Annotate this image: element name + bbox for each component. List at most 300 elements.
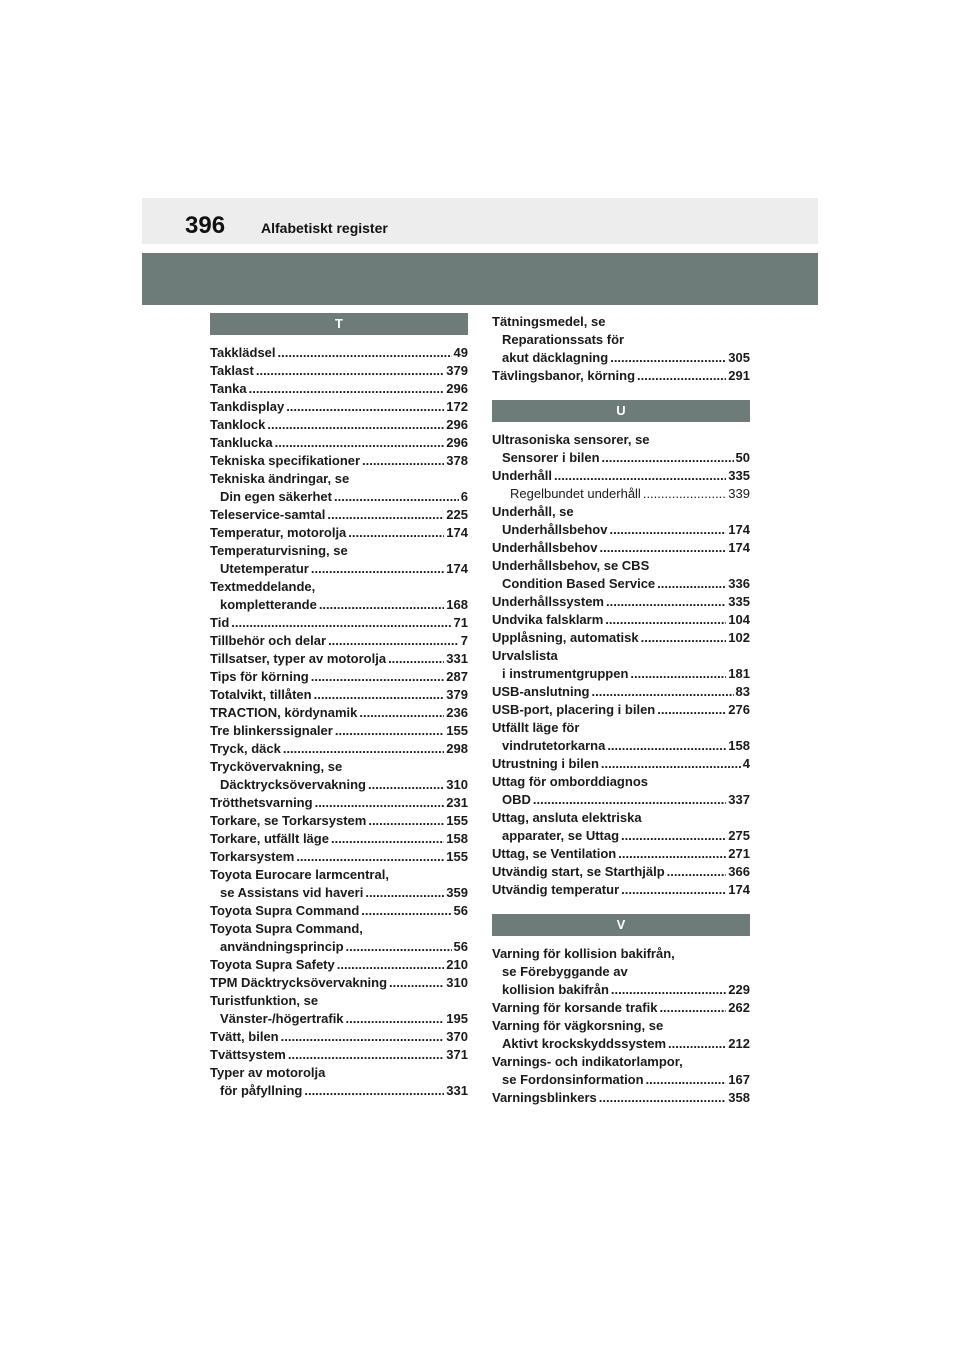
index-term: Varning för kollision bakifrån,: [492, 946, 675, 961]
index-line: [492, 1035, 750, 1053]
page-reference: 155: [446, 813, 468, 828]
letter-header-u: U: [492, 400, 750, 422]
page-reference: 296: [446, 381, 468, 396]
index-line: [210, 398, 468, 416]
leader-dots: [611, 981, 726, 999]
index-line: [210, 614, 468, 632]
page-reference: 359: [446, 885, 468, 900]
index-entry: [492, 313, 750, 367]
index-term: Sensorer i bilen: [502, 450, 600, 465]
index-term: Tillsatser, typer av motorolja: [210, 651, 387, 666]
index-line: [492, 791, 750, 809]
page-reference: 370: [446, 1029, 468, 1044]
index-line: [210, 974, 468, 992]
page-reference: 310: [446, 975, 468, 990]
index-entry: [210, 380, 468, 398]
leader-dots: [335, 722, 444, 740]
leader-dots: [533, 791, 726, 809]
index-entry: [210, 794, 468, 812]
index-term: Utrustning i bilen: [492, 756, 599, 771]
index-term: se Förebyggande av: [502, 964, 628, 979]
index-line: [210, 650, 468, 668]
page-reference: 336: [728, 576, 750, 591]
index-term: TPM Däcktrycksövervakning: [210, 975, 388, 990]
page-reference: 358: [728, 1090, 750, 1105]
index-term: Tekniska ändringar, se: [210, 471, 350, 486]
leader-dots: [331, 830, 444, 848]
page-reference: 7: [460, 633, 468, 648]
index-line: [210, 884, 468, 902]
leader-dots: [267, 416, 444, 434]
index-line: [492, 999, 750, 1017]
page-reference: 331: [446, 1083, 468, 1098]
page-reference: 174: [728, 882, 750, 897]
index-term: Toyota Supra Safety: [210, 957, 335, 972]
index-entry: [210, 506, 468, 524]
index-term: Utfällt läge för: [492, 720, 580, 735]
index-term: Uttag för omborddiagnos: [492, 774, 648, 789]
index-term: Tävlingsbanor, körning: [492, 368, 636, 383]
index-term: Turistfunktion, se: [210, 993, 319, 1008]
index-line: [210, 560, 468, 578]
leader-dots: [646, 1071, 727, 1089]
index-term: användningsprincip: [220, 939, 344, 954]
page-reference: 49: [453, 345, 468, 360]
leader-dots: [314, 686, 445, 704]
index-line: [492, 737, 750, 755]
index-entry: [492, 755, 750, 773]
index-term: Vänster-/högertrafik: [220, 1011, 344, 1026]
index-line: [210, 686, 468, 704]
index-entry: [492, 719, 750, 755]
index-entry: [210, 470, 468, 506]
index-line: [492, 665, 750, 683]
index-line: [210, 812, 468, 830]
page-reference: 291: [728, 368, 750, 383]
index-entry: [210, 524, 468, 542]
index-entry: [210, 1028, 468, 1046]
index-term: Däcktrycksövervakning: [220, 777, 366, 792]
page-reference: 6: [460, 489, 468, 504]
index-entry: [492, 1089, 750, 1107]
index-line: [210, 1046, 468, 1064]
index-entry: [210, 452, 468, 470]
index-line: [210, 416, 468, 434]
leader-dots: [601, 755, 741, 773]
leader-dots: [667, 863, 727, 881]
index-term: Taklast: [210, 363, 254, 378]
index-line: [210, 848, 468, 866]
leader-dots: [368, 776, 444, 794]
index-line: [210, 1010, 468, 1028]
left-column: [210, 313, 468, 1100]
leader-dots: [630, 665, 726, 683]
index-line: [210, 632, 468, 650]
index-term: Uttag, se Ventilation: [492, 846, 617, 861]
page-reference: 56: [453, 903, 468, 918]
page-reference: 337: [728, 792, 750, 807]
index-line: [492, 503, 750, 521]
index-term: Totalvikt, tillåten: [210, 687, 312, 702]
leader-dots: [389, 974, 444, 992]
index-entry: [210, 956, 468, 974]
index-line: [492, 629, 750, 647]
page-reference: 174: [446, 561, 468, 576]
index-line: [492, 827, 750, 845]
index-line: [492, 701, 750, 719]
index-line: [210, 704, 468, 722]
page-reference: 276: [728, 702, 750, 717]
index-line: [210, 794, 468, 812]
leader-dots: [249, 380, 445, 398]
index-line: [492, 809, 750, 827]
index-term: Varningsblinkers: [492, 1090, 597, 1105]
header-band: [142, 253, 818, 305]
index-term: Underhåll: [492, 468, 552, 483]
leader-dots: [348, 524, 444, 542]
index-entry: [210, 614, 468, 632]
index-term: Tanka: [210, 381, 247, 396]
index-line: [492, 1089, 750, 1107]
index-line: [492, 981, 750, 999]
index-entry: [210, 542, 468, 578]
index-entry: [210, 974, 468, 992]
page-reference: 271: [728, 846, 750, 861]
index-term: Ultrasoniska sensorer, se: [492, 432, 650, 447]
index-term: Tvättsystem: [210, 1047, 286, 1062]
index-entry: [492, 367, 750, 385]
page-reference: 212: [728, 1036, 750, 1051]
leader-dots: [286, 398, 444, 416]
index-term: Takklädsel: [210, 345, 276, 360]
leader-dots: [288, 1046, 444, 1064]
index-entry: [210, 758, 468, 794]
index-line: [210, 866, 468, 884]
index-line: [210, 956, 468, 974]
letter-header-t: T: [210, 313, 468, 335]
page-reference: 174: [728, 522, 750, 537]
leader-dots: [311, 668, 445, 686]
page-reference: 310: [446, 777, 468, 792]
index-entry: [492, 629, 750, 647]
index-term: Tillbehör och delar: [210, 633, 327, 648]
index-entry: [492, 845, 750, 863]
index-line: [210, 1028, 468, 1046]
page-reference: 298: [446, 741, 468, 756]
page-reference: 104: [728, 612, 750, 627]
leader-dots: [278, 344, 452, 362]
index-entry: [210, 686, 468, 704]
index-line: [492, 367, 750, 385]
index-line: [492, 719, 750, 737]
entries-t-continued: [492, 313, 750, 385]
index-entry: [492, 539, 750, 557]
page-reference: 174: [728, 540, 750, 555]
index-entry: [492, 593, 750, 611]
leader-dots: [637, 367, 726, 385]
index-term: Varnings- och indikatorlampor,: [492, 1054, 683, 1069]
leader-dots: [599, 1089, 727, 1107]
entries-u: [492, 431, 750, 899]
index-line: [492, 431, 750, 449]
index-line: [210, 452, 468, 470]
index-line: [210, 362, 468, 380]
index-entry: [210, 704, 468, 722]
index-term: vindrutetorkarna: [502, 738, 606, 753]
page-reference: 4: [742, 756, 750, 771]
leader-dots: [641, 629, 727, 647]
index-entry: [210, 1046, 468, 1064]
index-term: Tankdisplay: [210, 399, 285, 414]
index-term: Toyota Eurocare larmcentral,: [210, 867, 389, 882]
index-line: [210, 776, 468, 794]
page-reference: 172: [446, 399, 468, 414]
leader-dots: [281, 1028, 445, 1046]
index-entry: [210, 362, 468, 380]
leader-dots: [304, 1082, 444, 1100]
leader-dots: [605, 611, 726, 629]
index-term: Torkare, se Torkarsystem: [210, 813, 367, 828]
leader-dots: [361, 902, 451, 920]
index-entry: [210, 740, 468, 758]
index-term: Upplåsning, automatisk: [492, 630, 639, 645]
leader-dots: [359, 704, 444, 722]
index-term: Varning för korsande trafik: [492, 1000, 658, 1015]
page-reference: 229: [728, 982, 750, 997]
index-line: [210, 668, 468, 686]
index-term: Condition Based Service: [502, 576, 656, 591]
index-term: apparater, se Uttag: [502, 828, 620, 843]
index-entry: [492, 863, 750, 881]
page-reference: 287: [446, 669, 468, 684]
index-line: [210, 758, 468, 776]
index-term: kompletterande: [220, 597, 317, 612]
index-term: TRACTION, kördynamik: [210, 705, 358, 720]
page-reference: 236: [446, 705, 468, 720]
index-entry: [492, 431, 750, 467]
index-entry: [492, 503, 750, 539]
index-term: Uttag, ansluta elektriska: [492, 810, 642, 825]
index-entry: [210, 668, 468, 686]
page-reference: 231: [446, 795, 468, 810]
index-line: [492, 449, 750, 467]
leader-dots: [337, 956, 445, 974]
page-reference: 379: [446, 363, 468, 378]
index-entry: [210, 992, 468, 1028]
leader-dots: [346, 938, 452, 956]
index-term: OBD: [502, 792, 531, 807]
page-reference: 275: [728, 828, 750, 843]
page-reference: 168: [446, 597, 468, 612]
index-line: [492, 1017, 750, 1035]
index-entry: [492, 1053, 750, 1089]
index-entry: [210, 812, 468, 830]
leader-dots: [327, 506, 444, 524]
index-line: [492, 755, 750, 773]
leader-dots: [311, 560, 444, 578]
index-entry: [210, 1064, 468, 1100]
index-term: Toyota Supra Command: [210, 903, 360, 918]
leader-dots: [328, 632, 459, 650]
index-term: Tvätt, bilen: [210, 1029, 279, 1044]
index-term: Tekniska specifikationer: [210, 453, 361, 468]
index-line: [492, 467, 750, 485]
leader-dots: [319, 596, 444, 614]
index-entry: [492, 647, 750, 683]
leader-dots: [365, 884, 444, 902]
index-term: Tryck, däck: [210, 741, 281, 756]
index-line: [492, 945, 750, 963]
leader-dots: [657, 575, 726, 593]
page-reference: 296: [446, 417, 468, 432]
index-term: Din egen säkerhet: [220, 489, 332, 504]
page-reference: 296: [446, 435, 468, 450]
page-reference: 225: [446, 507, 468, 522]
index-line: [492, 683, 750, 701]
index-term: Tanklock: [210, 417, 266, 432]
page-number: 396: [185, 212, 226, 239]
index-line: [492, 1071, 750, 1089]
index-line: [210, 992, 468, 1010]
index-term: USB-port, placering i bilen: [492, 702, 656, 717]
index-term: Tryckövervakning, se: [210, 759, 343, 774]
leader-dots: [554, 467, 726, 485]
index-term: Torkare, utfällt läge: [210, 831, 329, 846]
leader-dots: [606, 593, 726, 611]
index-entry: [210, 866, 468, 902]
leader-dots: [231, 614, 451, 632]
index-line: [210, 506, 468, 524]
index-line: [492, 539, 750, 557]
page-reference: 378: [446, 453, 468, 468]
index-term: Torkarsystem: [210, 849, 295, 864]
page-reference: 71: [453, 615, 468, 630]
index-term: Underhållsbehov: [492, 540, 598, 555]
index-term: USB-anslutning: [492, 684, 590, 699]
index-line: [492, 845, 750, 863]
leader-dots: [315, 794, 445, 812]
index-line: [492, 963, 750, 981]
header-bar: [142, 198, 818, 244]
index-line: [492, 485, 750, 503]
leader-dots: [275, 434, 445, 452]
index-line: [492, 557, 750, 575]
page-reference: 83: [735, 684, 750, 699]
leader-dots: [621, 827, 726, 845]
page-reference: 174: [446, 525, 468, 540]
page-reference: 155: [446, 723, 468, 738]
index-entry: [210, 632, 468, 650]
leader-dots: [657, 701, 726, 719]
page-reference: 56: [453, 939, 468, 954]
index-entry: [210, 848, 468, 866]
index-line: [492, 863, 750, 881]
index-line: [210, 542, 468, 560]
index-line: [210, 380, 468, 398]
index-line: [492, 611, 750, 629]
index-term: Tid: [210, 615, 230, 630]
index-line: [210, 578, 468, 596]
index-entry: [492, 701, 750, 719]
index-entry: [210, 920, 468, 956]
index-entry: [210, 578, 468, 614]
page-reference: 335: [728, 594, 750, 609]
leader-dots: [659, 999, 726, 1017]
index-term: Reparationssats för: [502, 332, 625, 347]
index-term: Utvändig temperatur: [492, 882, 620, 897]
page-reference: 366: [728, 864, 750, 879]
index-term: Typer av motorolja: [210, 1065, 326, 1080]
page-reference: 331: [446, 651, 468, 666]
index-term: kollision bakifrån: [502, 982, 609, 997]
index-term: Aktivt krockskyddssystem: [502, 1036, 667, 1051]
page-reference: 158: [728, 738, 750, 753]
page-reference: 379: [446, 687, 468, 702]
page-reference: 210: [446, 957, 468, 972]
index-entry: [210, 434, 468, 452]
index-term: Tanklucka: [210, 435, 273, 450]
index-term: Utetemperatur: [220, 561, 309, 576]
index-term: Tre blinkerssignaler: [210, 723, 333, 738]
index-line: [210, 470, 468, 488]
index-term: i instrumentgruppen: [502, 666, 629, 681]
leader-dots: [592, 683, 734, 701]
index-term: Teleservice-samtal: [210, 507, 326, 522]
index-entry: [210, 902, 468, 920]
index-line: [210, 722, 468, 740]
letter-header-v: V: [492, 914, 750, 936]
index-term: Underhållsbehov: [502, 522, 608, 537]
index-line: [210, 524, 468, 542]
index-line: [492, 349, 750, 367]
leader-dots: [618, 845, 726, 863]
index-entry: [492, 881, 750, 899]
index-line: [210, 1064, 468, 1082]
leader-dots: [643, 485, 726, 503]
entries-t: [210, 344, 468, 1100]
index-term: se Fordonsinformation: [502, 1072, 644, 1087]
index-line: [492, 313, 750, 331]
index-line: [210, 596, 468, 614]
index-term: Underhållssystem: [492, 594, 604, 609]
index-term: Varning för vägkorsning, se: [492, 1018, 664, 1033]
page-reference: 371: [446, 1047, 468, 1062]
leader-dots: [296, 848, 444, 866]
index-line: [492, 773, 750, 791]
leader-dots: [610, 349, 726, 367]
leader-dots: [668, 1035, 726, 1053]
index-term: Textmeddelande,: [210, 579, 316, 594]
page-reference: 195: [446, 1011, 468, 1026]
leader-dots: [607, 737, 726, 755]
page-reference: 339: [728, 486, 750, 501]
leader-dots: [609, 521, 726, 539]
index-line: [210, 902, 468, 920]
index-line: [210, 344, 468, 362]
index-entry: [210, 344, 468, 362]
index-line: [492, 881, 750, 899]
index-line: [492, 593, 750, 611]
index-line: [210, 1082, 468, 1100]
index-term: för påfyllning: [220, 1083, 303, 1098]
page-reference: 305: [728, 350, 750, 365]
leader-dots: [334, 488, 459, 506]
page-reference: 167: [728, 1072, 750, 1087]
page-reference: 158: [446, 831, 468, 846]
leader-dots: [602, 449, 734, 467]
index-line: [210, 938, 468, 956]
entries-v: [492, 945, 750, 1107]
